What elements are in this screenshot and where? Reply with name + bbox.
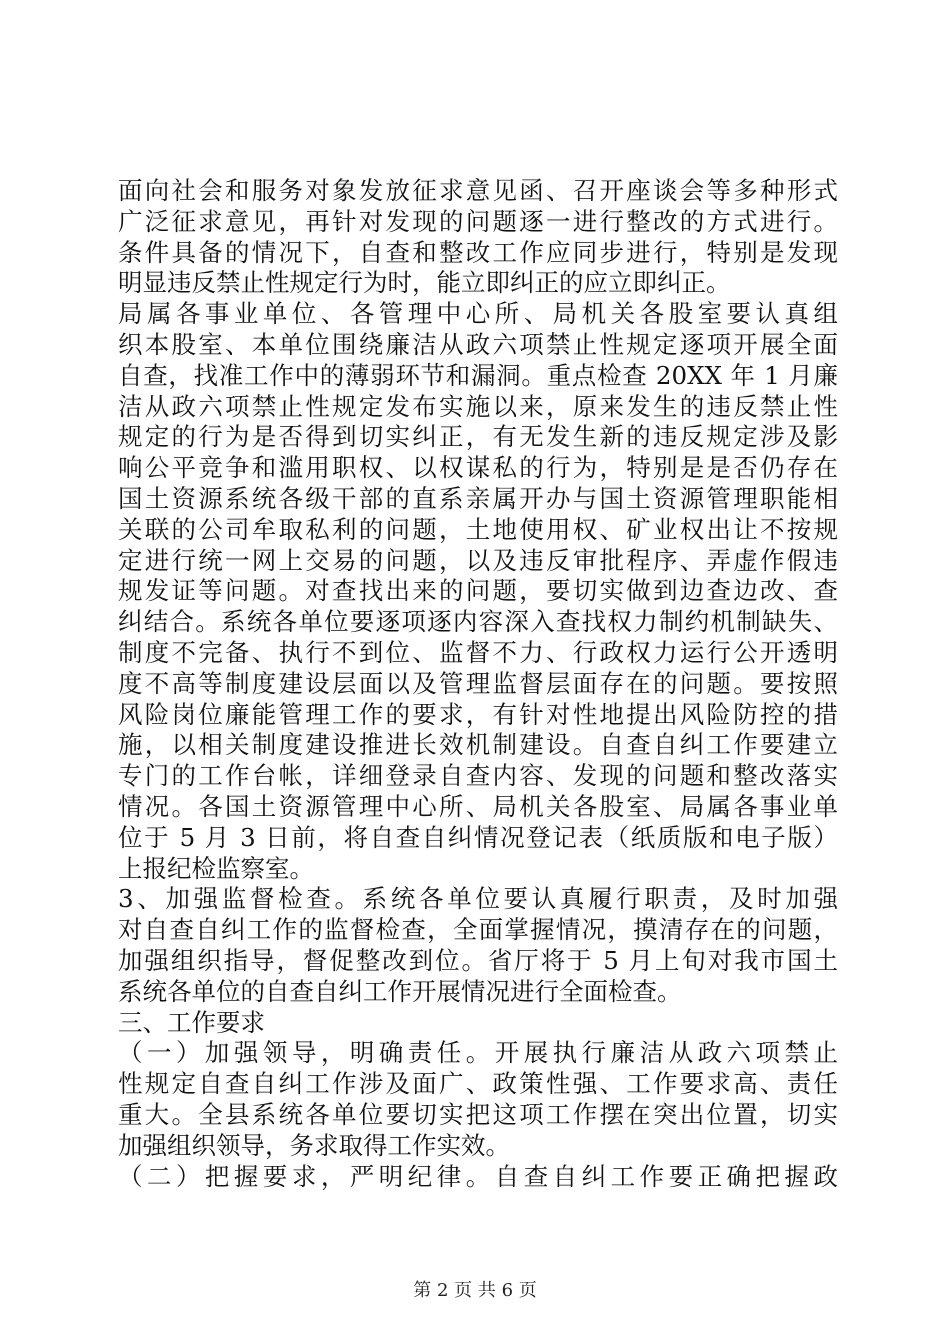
text-line: 情况。各国土资源管理中心所、局机关各股室、局属各事业单 [118, 791, 838, 821]
text-line: （一）加强领导，明确责任。开展执行廉洁从政六项禁止 [118, 1038, 838, 1068]
page-footer: 第 2 页 共 6 页 [413, 1280, 537, 1301]
text-line: 规发证等问题。对查找出来的问题，要切实做到边查边改、查 [118, 576, 838, 606]
text-line: 局属各事业单位、各管理中心所、局机关各股室要认真组 [118, 299, 838, 329]
text-line: 加强组织指导，督促整改到位。省厅将于 5 月上旬对我市国土 [118, 945, 838, 975]
text-line: 规定的行为是否得到切实纠正，有无发生新的违反规定涉及影 [118, 422, 838, 452]
text-line: 系统各单位的自查自纠工作开展情况进行全面检查。 [118, 976, 682, 1006]
document-body [118, 176, 838, 1192]
text-line: （二）把握要求，严明纪律。自查自纠工作要正确把握政 [118, 1161, 838, 1191]
text-line: 上报纪检监察室。 [118, 853, 314, 883]
text-line: 定进行统一网上交易的问题，以及违反审批程序、弄虚作假违 [118, 545, 838, 575]
text-line: 洁从政六项禁止性规定发布实施以来，原来发生的违反禁止性 [118, 391, 838, 421]
text-line: 明显违反禁止性规定行为时，能立即纠正的应立即纠正。 [118, 268, 731, 298]
text-line: 加强组织领导，务求取得工作实效。 [118, 1130, 510, 1160]
text-line: 纠结合。系统各单位要逐项逐内容深入查找权力制约机制缺失、 [118, 607, 838, 637]
text-line: 自查，找准工作中的薄弱环节和漏洞。重点检查 20XX 年 1 月廉 [118, 360, 838, 390]
text-line: 对自查自纠工作的监督检查，全面掌握情况，摸清存在的问题， [118, 915, 838, 945]
text-line: 响公平竞争和滥用职权、以权谋私的行为，特别是是否仍存在 [118, 453, 838, 483]
text-line: 制度不完备、执行不到位、监督不力、行政权力运行公开透明 [118, 637, 838, 667]
text-line: 风险岗位廉能管理工作的要求，有针对性地提出风险防控的措 [118, 699, 838, 729]
text-line: 织本股室、本单位围绕廉洁从政六项禁止性规定逐项开展全面 [118, 329, 838, 359]
text-line: 面向社会和服务对象发放征求意见函、召开座谈会等多种形式 [118, 176, 838, 205]
text-line: 条件具备的情况下，自查和整改工作应同步进行，特别是发现 [118, 237, 838, 267]
text-line: 关联的公司牟取私利的问题，土地使用权、矿业权出让不按规 [118, 514, 838, 544]
text-line: 广泛征求意见，再针对发现的问题逐一进行整改的方式进行。 [118, 206, 838, 236]
text-line: 三、工作要求 [118, 1007, 265, 1037]
text-line: 专门的工作台帐，详细登录自查内容、发现的问题和整改落实 [118, 761, 838, 791]
text-line: 3、加强监督检查。系统各单位要认真履行职责，及时加强 [118, 884, 838, 914]
text-line: 位于 5 月 3 日前，将自查自纠情况登记表（纸质版和电子版） [118, 822, 838, 852]
text-line: 施，以相关制度建设推进长效机制建设。自查自纠工作要建立 [118, 730, 838, 760]
text-line: 性规定自查自纠工作涉及面广、政策性强、工作要求高、责任 [118, 1069, 838, 1099]
text-line: 度不高等制度建设层面以及管理监督层面存在的问题。要按照 [118, 668, 838, 698]
text-line: 国土资源系统各级干部的直系亲属开办与国土资源管理职能相 [118, 483, 838, 513]
text-line: 重大。全县系统各单位要切实把这项工作摆在突出位置，切实 [118, 1099, 838, 1129]
